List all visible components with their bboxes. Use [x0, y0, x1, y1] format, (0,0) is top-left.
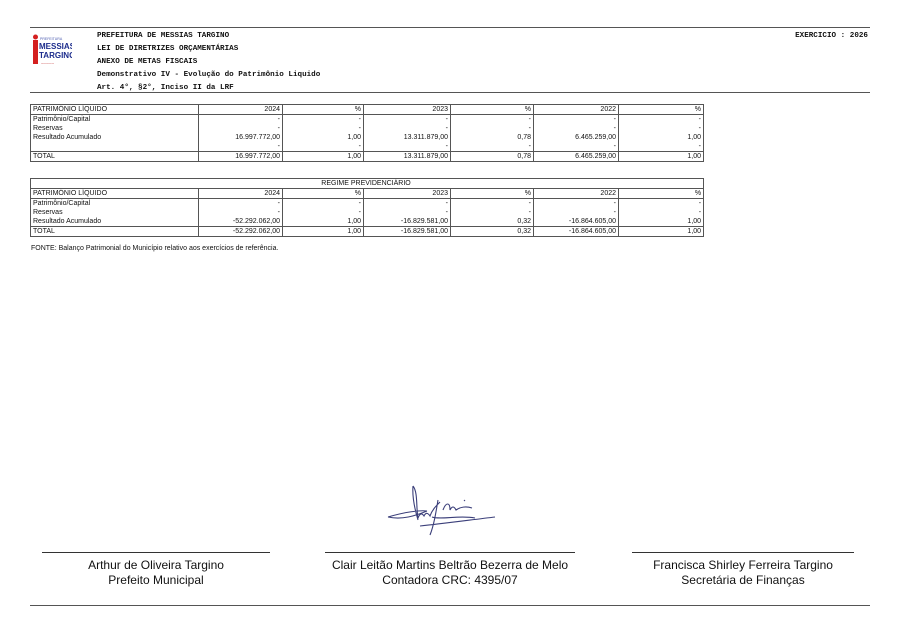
table-cell: -: [534, 208, 619, 217]
table-cell: -16.829.581,00: [364, 217, 451, 227]
total-cell: -16.864.605,00: [534, 227, 619, 237]
signer-role: Contadora CRC: 4395/07: [382, 573, 518, 587]
table-row: [31, 199, 704, 209]
svg-text:PREFEITURA: PREFEITURA: [40, 37, 63, 41]
signature-line: [632, 552, 854, 553]
total-cell: 1,00: [619, 152, 704, 162]
table-cell: -: [534, 142, 619, 152]
table-cell: -: [451, 199, 534, 209]
column-header: %: [283, 105, 364, 115]
table-cell: Patrimônio/Capital: [31, 115, 199, 125]
column-header: 2024: [199, 105, 283, 115]
column-header: %: [283, 189, 364, 199]
table-cell: [31, 142, 199, 152]
column-header: 2022: [534, 105, 619, 115]
signature-block-prefeito: [42, 552, 270, 588]
table-cell: -: [283, 124, 364, 133]
table-header-row: [31, 189, 704, 199]
table-cell: -: [199, 208, 283, 217]
table-cell: -: [451, 115, 534, 125]
column-header: 2022: [534, 189, 619, 199]
total-cell: 1,00: [283, 152, 364, 162]
signer-role: Prefeito Municipal: [108, 573, 204, 587]
table-cell: -: [619, 124, 704, 133]
header-line: LEI DE DIRETRIZES ORÇAMENTÁRIAS: [97, 45, 239, 53]
exercicio-label: EXERCICIO : 2026: [795, 32, 868, 40]
table-row: [31, 133, 704, 142]
total-cell: 1,00: [619, 227, 704, 237]
column-header: %: [619, 105, 704, 115]
svg-text:~~~~~~: ~~~~~~: [41, 61, 54, 66]
signer-name: Francisca Shirley Ferreira Targino: [653, 558, 833, 572]
table-cell: 13.311.879,00: [364, 133, 451, 142]
table-cell: -: [364, 199, 451, 209]
table-cell: Reservas: [31, 208, 199, 217]
table-cell: -: [364, 208, 451, 217]
header-top-rule: [30, 27, 870, 28]
total-cell: TOTAL: [31, 227, 199, 237]
signer-role: Secretária de Finanças: [681, 573, 805, 587]
regime-previdenciario-table: [30, 178, 704, 237]
table-cell: 1,00: [283, 133, 364, 142]
table-cell: Resultado Acumulado: [31, 217, 199, 227]
table-cell: 1,00: [283, 217, 364, 227]
table-cell: -: [534, 115, 619, 125]
table-cell: Patrimônio/Capital: [31, 199, 199, 209]
table-title: REGIME PREVIDENCIÁRIO: [31, 179, 704, 189]
table-cell: -: [364, 142, 451, 152]
total-cell: 0,32: [451, 227, 534, 237]
column-header: %: [451, 105, 534, 115]
table-cell: Resultado Acumulado: [31, 133, 199, 142]
header-line: Art. 4°, §2°, Inciso II da LRF: [97, 84, 234, 92]
table-cell: -: [283, 115, 364, 125]
patrimonio-table: [30, 104, 704, 162]
table-cell: Reservas: [31, 124, 199, 133]
table-cell: -: [534, 124, 619, 133]
svg-text:MESSIAS: MESSIAS: [39, 42, 72, 51]
signature-block-contadora: [325, 552, 575, 588]
table-cell: 0,78: [451, 133, 534, 142]
svg-text:TARGINO: TARGINO: [39, 51, 72, 60]
table-row: [31, 208, 704, 217]
table-cell: -: [199, 142, 283, 152]
table-cell: -: [364, 115, 451, 125]
table-cell: 16.997.772,00: [199, 133, 283, 142]
table-row: [31, 124, 704, 133]
column-header: %: [451, 189, 534, 199]
table-cell: -: [451, 208, 534, 217]
table-cell: -: [619, 199, 704, 209]
table-cell: 6.465.259,00: [534, 133, 619, 142]
table-cell: 1,00: [619, 217, 704, 227]
total-cell: 0,78: [451, 152, 534, 162]
table-row: [31, 217, 704, 227]
table-cell: -16.864.605,00: [534, 217, 619, 227]
column-header: PATRIMÔNIO LÍQUIDO: [31, 105, 199, 115]
signature-block-secretaria: [632, 552, 854, 588]
header-bottom-rule: [30, 92, 870, 93]
table-row: [31, 115, 704, 125]
signature-line: [325, 552, 575, 553]
table-row: [31, 142, 704, 152]
total-cell: 1,00: [283, 227, 364, 237]
table-cell: -: [534, 199, 619, 209]
table-cell: -: [451, 124, 534, 133]
table-cell: -: [451, 142, 534, 152]
signature-line: [42, 552, 270, 553]
table-cell: -: [619, 115, 704, 125]
total-cell: 13.311.879,00: [364, 152, 451, 162]
table-cell: -: [199, 199, 283, 209]
table-cell: -: [199, 115, 283, 125]
column-header: %: [619, 189, 704, 199]
table-cell: -52.292.062,00: [199, 217, 283, 227]
table-header-row: [31, 105, 704, 115]
signer-name: Arthur de Oliveira Targino: [88, 558, 224, 572]
total-cell: 6.465.259,00: [534, 152, 619, 162]
total-cell: 16.997.772,00: [199, 152, 283, 162]
table-cell: -: [619, 208, 704, 217]
total-row: [31, 227, 704, 237]
table-cell: -: [199, 124, 283, 133]
signer-name: Clair Leitão Martins Beltrão Bezerra de Melo: [331, 558, 569, 572]
column-header: 2023: [364, 189, 451, 199]
header-line: Demonstrativo IV - Evolução do Patrimônio Liquido: [97, 71, 321, 79]
column-header: PATRIMÔNIO LÍQUIDO: [31, 189, 199, 199]
total-row: [31, 152, 704, 162]
table-cell: -: [619, 142, 704, 152]
municipality-logo: [30, 34, 72, 72]
total-cell: -52.292.062,00: [199, 227, 283, 237]
table-cell: -: [283, 142, 364, 152]
source-note: FONTE: Balanço Patrimonial do Município relativo aos exercícios de referência.: [31, 245, 279, 252]
column-header: 2024: [199, 189, 283, 199]
header-line: ANEXO DE METAS FISCAIS: [97, 58, 198, 66]
table-cell: -: [364, 124, 451, 133]
total-cell: -16.829.581,00: [364, 227, 451, 237]
table-cell: -: [283, 199, 364, 209]
table-cell: 1,00: [619, 133, 704, 142]
header-line: PREFEITURA DE MESSIAS TARGINO: [97, 32, 230, 40]
column-header: 2023: [364, 105, 451, 115]
table-cell: 0,32: [451, 217, 534, 227]
footer-rule: [30, 605, 870, 606]
signature-image: [380, 480, 500, 540]
total-cell: TOTAL: [31, 152, 199, 162]
report-header: [97, 30, 320, 95]
table-cell: -: [283, 208, 364, 217]
